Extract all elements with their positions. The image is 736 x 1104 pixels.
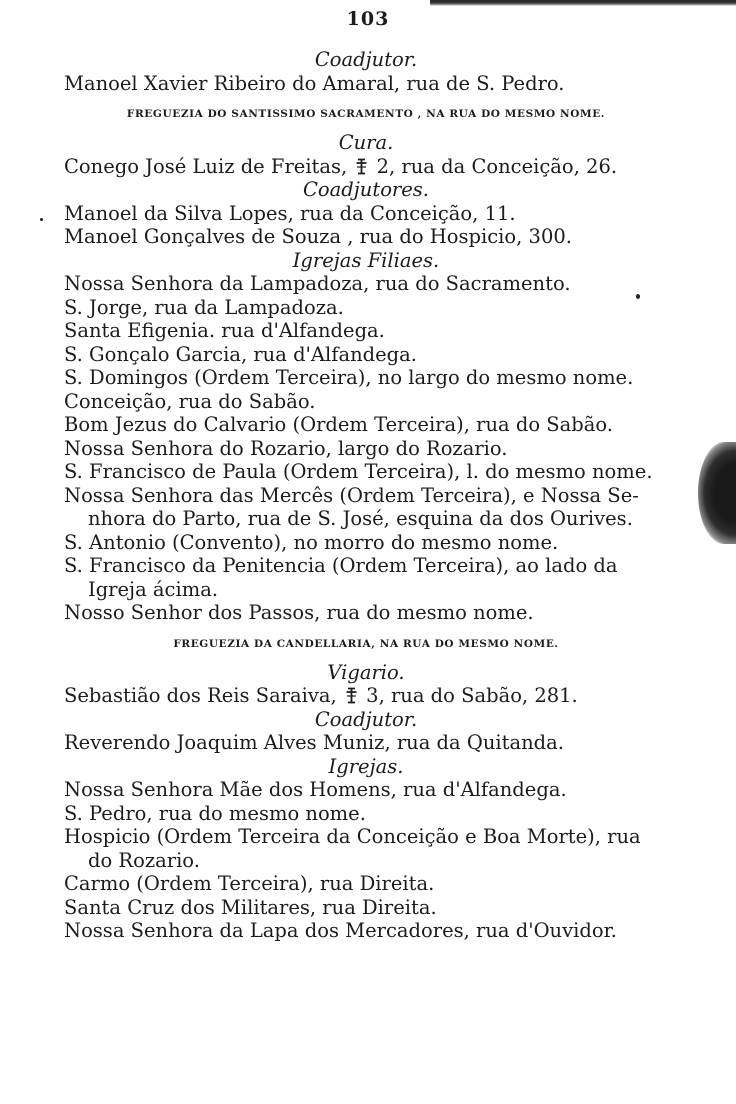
entry-line: Manoel da Silva Lopes, rua da Conceição, 11. [64, 201, 516, 225]
entry-line: Nossa Senhora Mãe dos Homens, rua d'Alfandega. [64, 778, 567, 801]
entry-text: Sebastião dos Reis Saraiva, [64, 684, 337, 707]
subheading: Coadjutor. [314, 707, 418, 731]
section-candellaria [64, 637, 668, 943]
subheading: Igrejas Filiaes. [292, 248, 440, 272]
entry-line: Hospicio (Ordem Terceira da Conceição e Boa Morte), rua [64, 825, 641, 848]
entry-line: Santa Cruz dos Militares, rua Direita. [64, 895, 437, 919]
section-sacramento [64, 107, 668, 625]
order-cross-icon [355, 158, 368, 175]
subheading: Coadjutor. [314, 48, 418, 71]
ink-speck [636, 294, 640, 299]
entry-line: Nossa Senhora da Lapa dos Mercadores, rua d'Ouvidor. [64, 919, 617, 942]
page-body [64, 48, 668, 943]
entry-line-continued: nhora do Parto, rua de S. José, esquina da dos Ourives. [88, 507, 633, 530]
entry-text: Conego José Luiz de Freitas, [64, 154, 348, 178]
subheading: Cura. [338, 131, 394, 154]
entry-text: 2, rua da Conceição, 26. [376, 154, 618, 178]
ink-speck [40, 218, 43, 221]
entry-text: 3, rua do Sabão, 281. [366, 684, 578, 707]
entry-line: Carmo (Ordem Terceira), rua Direita. [64, 872, 435, 895]
subheading: Igrejas. [328, 754, 404, 778]
parish-heading: FREGUEZIA DO SANTISSIMO SACRAMENTO , NA RUA DO MESMO NOME. [126, 108, 606, 120]
entry-line: S. Gonçalo Garcia, rua d'Alfandega. [64, 342, 417, 366]
entry-line: Nossa Senhora do Rozario, largo do Rozario. [64, 436, 508, 460]
entry-line: Manoel Xavier Ribeiro do Amaral, rua de S. Pedro. [64, 71, 565, 95]
entry-line: Nosso Senhor dos Passos, rua do mesmo nome. [64, 601, 534, 624]
entry-line-continued: Igreja ácima. [88, 577, 219, 601]
entry-line: Conceição, rua do Sabão. [64, 389, 316, 413]
subheading: Coadjutores. [302, 178, 430, 201]
top-edge-rule [430, 0, 736, 6]
section-continuation [64, 48, 668, 95]
entry-line: S. Francisco de Paula (Ordem Terceira), l. do mesmo nome. [64, 460, 653, 483]
entry-line: S. Antonio (Convento), no morro do mesmo nome. [64, 530, 559, 554]
entry-line: Santa Efigenia. rua d'Alfandega. [64, 319, 385, 342]
entry-line: Bom Jezus do Calvario (Ordem Terceira), rua do Sabão. [64, 413, 613, 436]
entry-line: Nossa Senhora da Lampadoza, rua do Sacramento. [64, 272, 571, 295]
parish-heading: FREGUEZIA DA CANDELLARIA, NA RUA DO MESMO NOME. [173, 637, 559, 650]
entry-line-continued: do Rozario. [88, 848, 200, 872]
entry-line: Manoel Gonçalves de Souza , rua do Hospicio, 300. [64, 225, 572, 248]
entry-line: S. Jorge, rua da Lampadoza. [64, 295, 344, 319]
entry-line [64, 684, 668, 708]
entry-line: Nossa Senhora das Mercês (Ordem Terceira), e Nossa Se- [64, 483, 639, 507]
entry-line: Reverendo Joaquim Alves Muniz, rua da Quitanda. [64, 731, 564, 754]
entry-line: S. Domingos (Ordem Terceira), no largo do mesmo nome. [64, 366, 634, 389]
entry-line: S. Francisco da Penitencia (Ordem Terceira), ao lado da [64, 554, 618, 577]
page-edge-shadow [698, 442, 736, 544]
page-number: 103 [346, 8, 390, 30]
entry-line [64, 155, 668, 179]
order-cross-icon [345, 687, 358, 704]
subheading: Vigario. [327, 660, 405, 684]
entry-line: S. Pedro, rua do mesmo nome. [64, 801, 366, 825]
